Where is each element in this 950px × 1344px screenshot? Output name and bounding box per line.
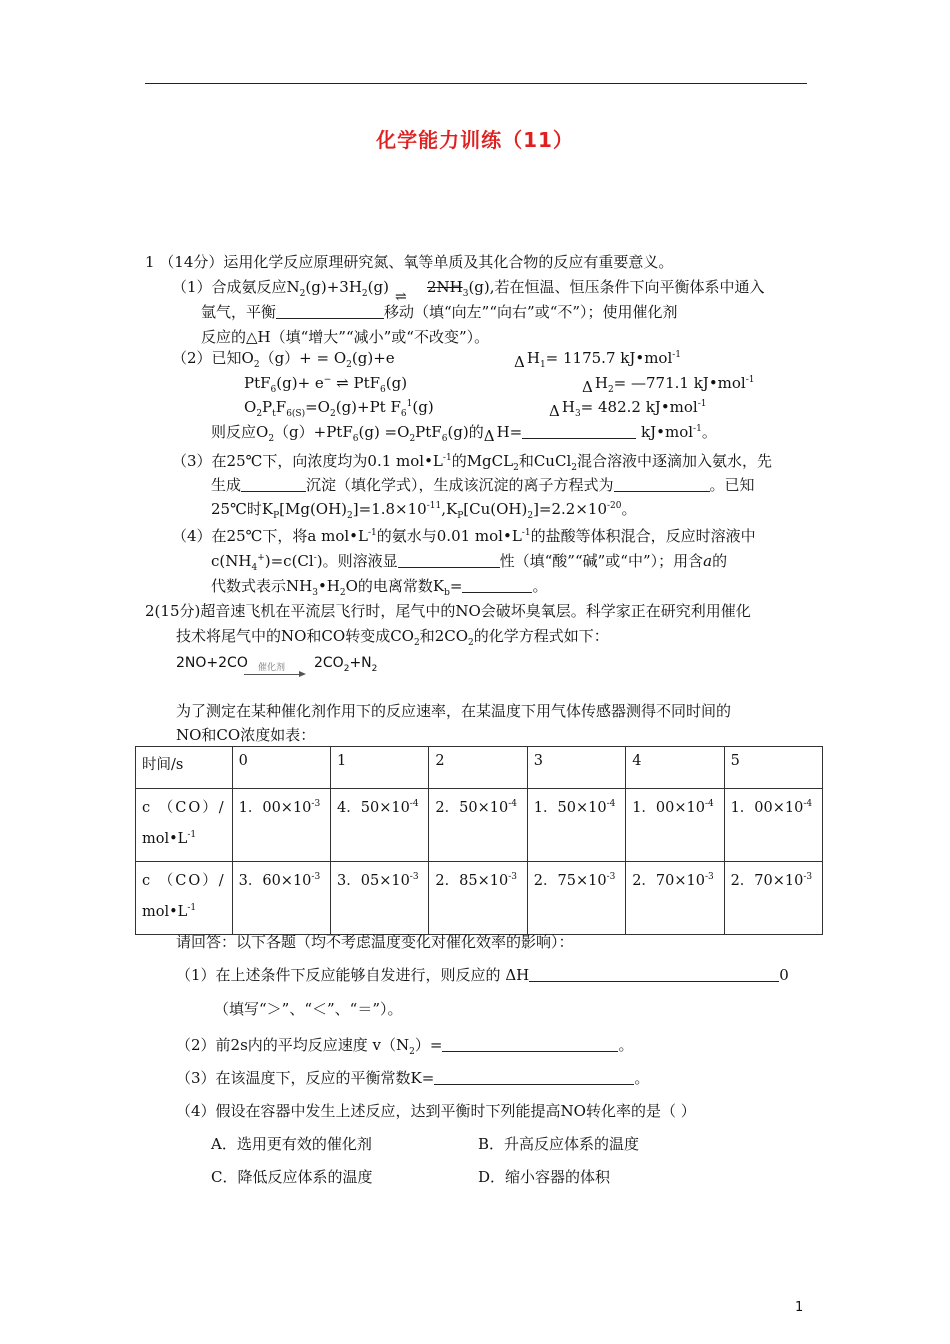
table-header-row xyxy=(136,747,823,789)
q1-p3-line2: 生成 沉淀（填化学式），生成该沉淀的离子方程式为 。已知 xyxy=(211,476,755,494)
answer-blank[interactable] xyxy=(462,578,532,593)
table-header-cell: 2 xyxy=(429,747,527,789)
table-cell: 2．$85\times 10^{-3}$ xyxy=(429,862,527,935)
table-cell: 1．$50\times 10^{-4}$ xyxy=(527,789,625,862)
delta-icon: Δ xyxy=(514,353,525,371)
equilibrium-arrow-icon: ⇌ xyxy=(394,289,407,305)
q1-p2-line1: （2）已知$O_2(g)+ = O_2(g)+e$ xyxy=(172,349,395,370)
q2-equation-right: $2CO_2+N_2$ xyxy=(314,655,378,674)
table-header-cell: 时间/s xyxy=(136,747,233,789)
q1-p2-line2: PtF$_6$(g)+ e− ⇌ PtF$_6$(g) xyxy=(244,374,408,395)
header-rule xyxy=(145,83,807,84)
table-header-cell: 1 xyxy=(331,747,429,789)
q2-sub2: （2）前2s内的平均反应速度 $v(N_2)=$ 。 xyxy=(176,1036,634,1057)
answer-blank[interactable] xyxy=(442,1037,618,1052)
delta-icon: Δ xyxy=(582,378,593,396)
q1-p2-line4: 则反应$O_2(g)+PtF_6(g) =O_2PtF_6(g)$的Δ H= kJ•mol$^{-1}$。 xyxy=(211,423,717,445)
q2-measure-line1: 为了测定在某种催化剂作用下的反应速率，在某温度下用气体传感器测得不同时间的 xyxy=(176,702,732,720)
table-header-cell: 3 xyxy=(527,747,625,789)
answer-blank[interactable] xyxy=(614,477,710,492)
option-b[interactable]: B．升高反应体系的温度 xyxy=(478,1135,640,1153)
q2-measure-line2: NO和CO浓度如表： xyxy=(176,726,316,744)
q1-p3-line1: （3）在25℃下，向浓度均为0.1 $mol•L^{-1}$的MgCL$_2$和CuCl$_2$混合溶液中逐滴加入氨水，先 xyxy=(172,452,772,473)
delta-icon: Δ xyxy=(483,427,495,445)
q2-sub3: （3）在该温度下，反应的平衡常数K= 。 xyxy=(176,1069,650,1087)
table-header-cell: 5 xyxy=(724,747,822,789)
option-d[interactable]: D．缩小容器的体积 xyxy=(478,1168,611,1186)
concentration-table xyxy=(135,746,823,935)
table-cell: 1．$00\times 10^{-4}$ xyxy=(626,789,724,862)
q1-p1-line1: （1）合成氨反应$N_2(g)+3H_2(g)$ ⇌ $2NH_3(g)$,若在恒温、恒压条件下向平衡体系中通入 xyxy=(172,278,765,305)
option-c[interactable]: C．降低反应体系的温度 xyxy=(211,1168,373,1186)
table-cell: 1．$00\times 10^{-4}$ xyxy=(724,789,822,862)
table-cell: 2．$70\times 10^{-3}$ xyxy=(626,862,724,935)
table-row xyxy=(136,862,823,935)
delta-h2: Δ $H_2=$ —771.1 kJ•mol$^{-1}$ xyxy=(582,374,755,396)
q1-p1-line2: 氩气，平衡 移动（填“向左”“向右”或“不”）；使用催化剂 xyxy=(201,303,678,321)
q2-ask: 请回答：以下各题（均不考虑温度变化对催化效率的影响）： xyxy=(176,933,574,951)
q2-intro-line1: 2(15分)超音速飞机在平流层飞行时，尾气中的NO会破坏臭氧层。科学家正在研究利用催化 xyxy=(145,602,751,620)
delta-h1: Δ $H_1= 1175.7$ kJ•mol$^{-1}$ xyxy=(514,349,682,371)
table-row xyxy=(136,789,823,862)
table-header-cell: 4 xyxy=(626,747,724,789)
table-cell: 4．$50\times 10^{-4}$ xyxy=(331,789,429,862)
table-cell: 2．$50\times 10^{-4}$ xyxy=(429,789,527,862)
q1-p4-line1: （4）在25℃下，将a $mol•L^{-1}$的氨水与0.01 $mol•L^{-1}$的盐酸等体积混合，反应时溶液中 xyxy=(172,527,756,545)
q1-p3-line3: 25℃时$K_P[Mg(OH)_2]=1.8\times 10^{-11},K_P[Cu(OH)_2]=2.2\times 10^{-20}$。 xyxy=(211,500,637,521)
answer-blank[interactable] xyxy=(522,424,636,439)
page-number: 1 xyxy=(795,1300,804,1315)
table-header-cell: 0 xyxy=(232,747,330,789)
q1-p1-line3: 反应的△H（填“增大”“减小”或“不改变”）。 xyxy=(201,328,490,346)
q2-intro-line2: 技术将尾气中的NO和CO转变成$CO_2$和$2CO_2$的化学方程式如下： xyxy=(176,627,609,648)
q1-intro: 1 （14分）运用化学反应原理研究氮、氧等单质及其化合物的反应有重要意义。 xyxy=(145,253,674,271)
option-a[interactable]: A．选用更有效的催化剂 xyxy=(211,1135,372,1153)
table-cell: 2．$75\times 10^{-3}$ xyxy=(527,862,625,935)
row-label: c （CO）/ $mol•L^{-1}$ xyxy=(136,862,233,935)
catalyst-label: 催化剂 xyxy=(258,663,286,673)
answer-blank[interactable] xyxy=(434,1070,634,1085)
answer-blank[interactable] xyxy=(398,553,500,568)
answer-blank[interactable] xyxy=(241,477,306,492)
q1-p4-line3: 代数式表示$NH_3•H_2O$的电离常数$K_b=$ 。 xyxy=(211,577,548,598)
delta-h3: Δ $H_3= 482.2$ kJ•mol$^{-1}$ xyxy=(549,398,707,420)
q1-p2-line3: $O_2P_tF_{6(S)}=O_2(g)+Pt$ $F_6^1(g)$ xyxy=(244,398,434,419)
delta-icon: Δ xyxy=(549,402,560,420)
table-cell: 1．$00\times 10^{-3}$ xyxy=(232,789,330,862)
row-label: c （CO）/ $mol•L^{-1}$ xyxy=(136,789,233,862)
answer-blank[interactable] xyxy=(276,304,384,319)
reaction-arrow-icon xyxy=(244,674,304,675)
table-cell: 3．$05\times 10^{-3}$ xyxy=(331,862,429,935)
table-cell: 2．$70\times 10^{-3}$ xyxy=(724,862,822,935)
q1-p4-line2: $c(NH_4^+)=c(Cl^-)$。则溶液显 性（填“酸”“碱”或“中”）；用含a的 xyxy=(211,552,728,573)
table-cell: 3．$60\times 10^{-3}$ xyxy=(232,862,330,935)
page-title: 化学能力训练（11） xyxy=(376,128,574,152)
answer-blank[interactable] xyxy=(529,967,779,982)
q2-equation-left: 2NO+2CO xyxy=(176,655,248,671)
equilibrium-arrow-icon: ⇌ xyxy=(336,374,349,392)
q2-sub1-line1: （1）在上述条件下反应能够自发进行，则反应的 ΔH 0 xyxy=(176,966,789,984)
q2-sub1-line2: （填写“＞”、“＜”、“＝”）。 xyxy=(214,1000,403,1018)
q2-sub4: （4）假设在容器中发生上述反应，达到平衡时下列能提高NO转化率的是（ ） xyxy=(176,1102,696,1120)
